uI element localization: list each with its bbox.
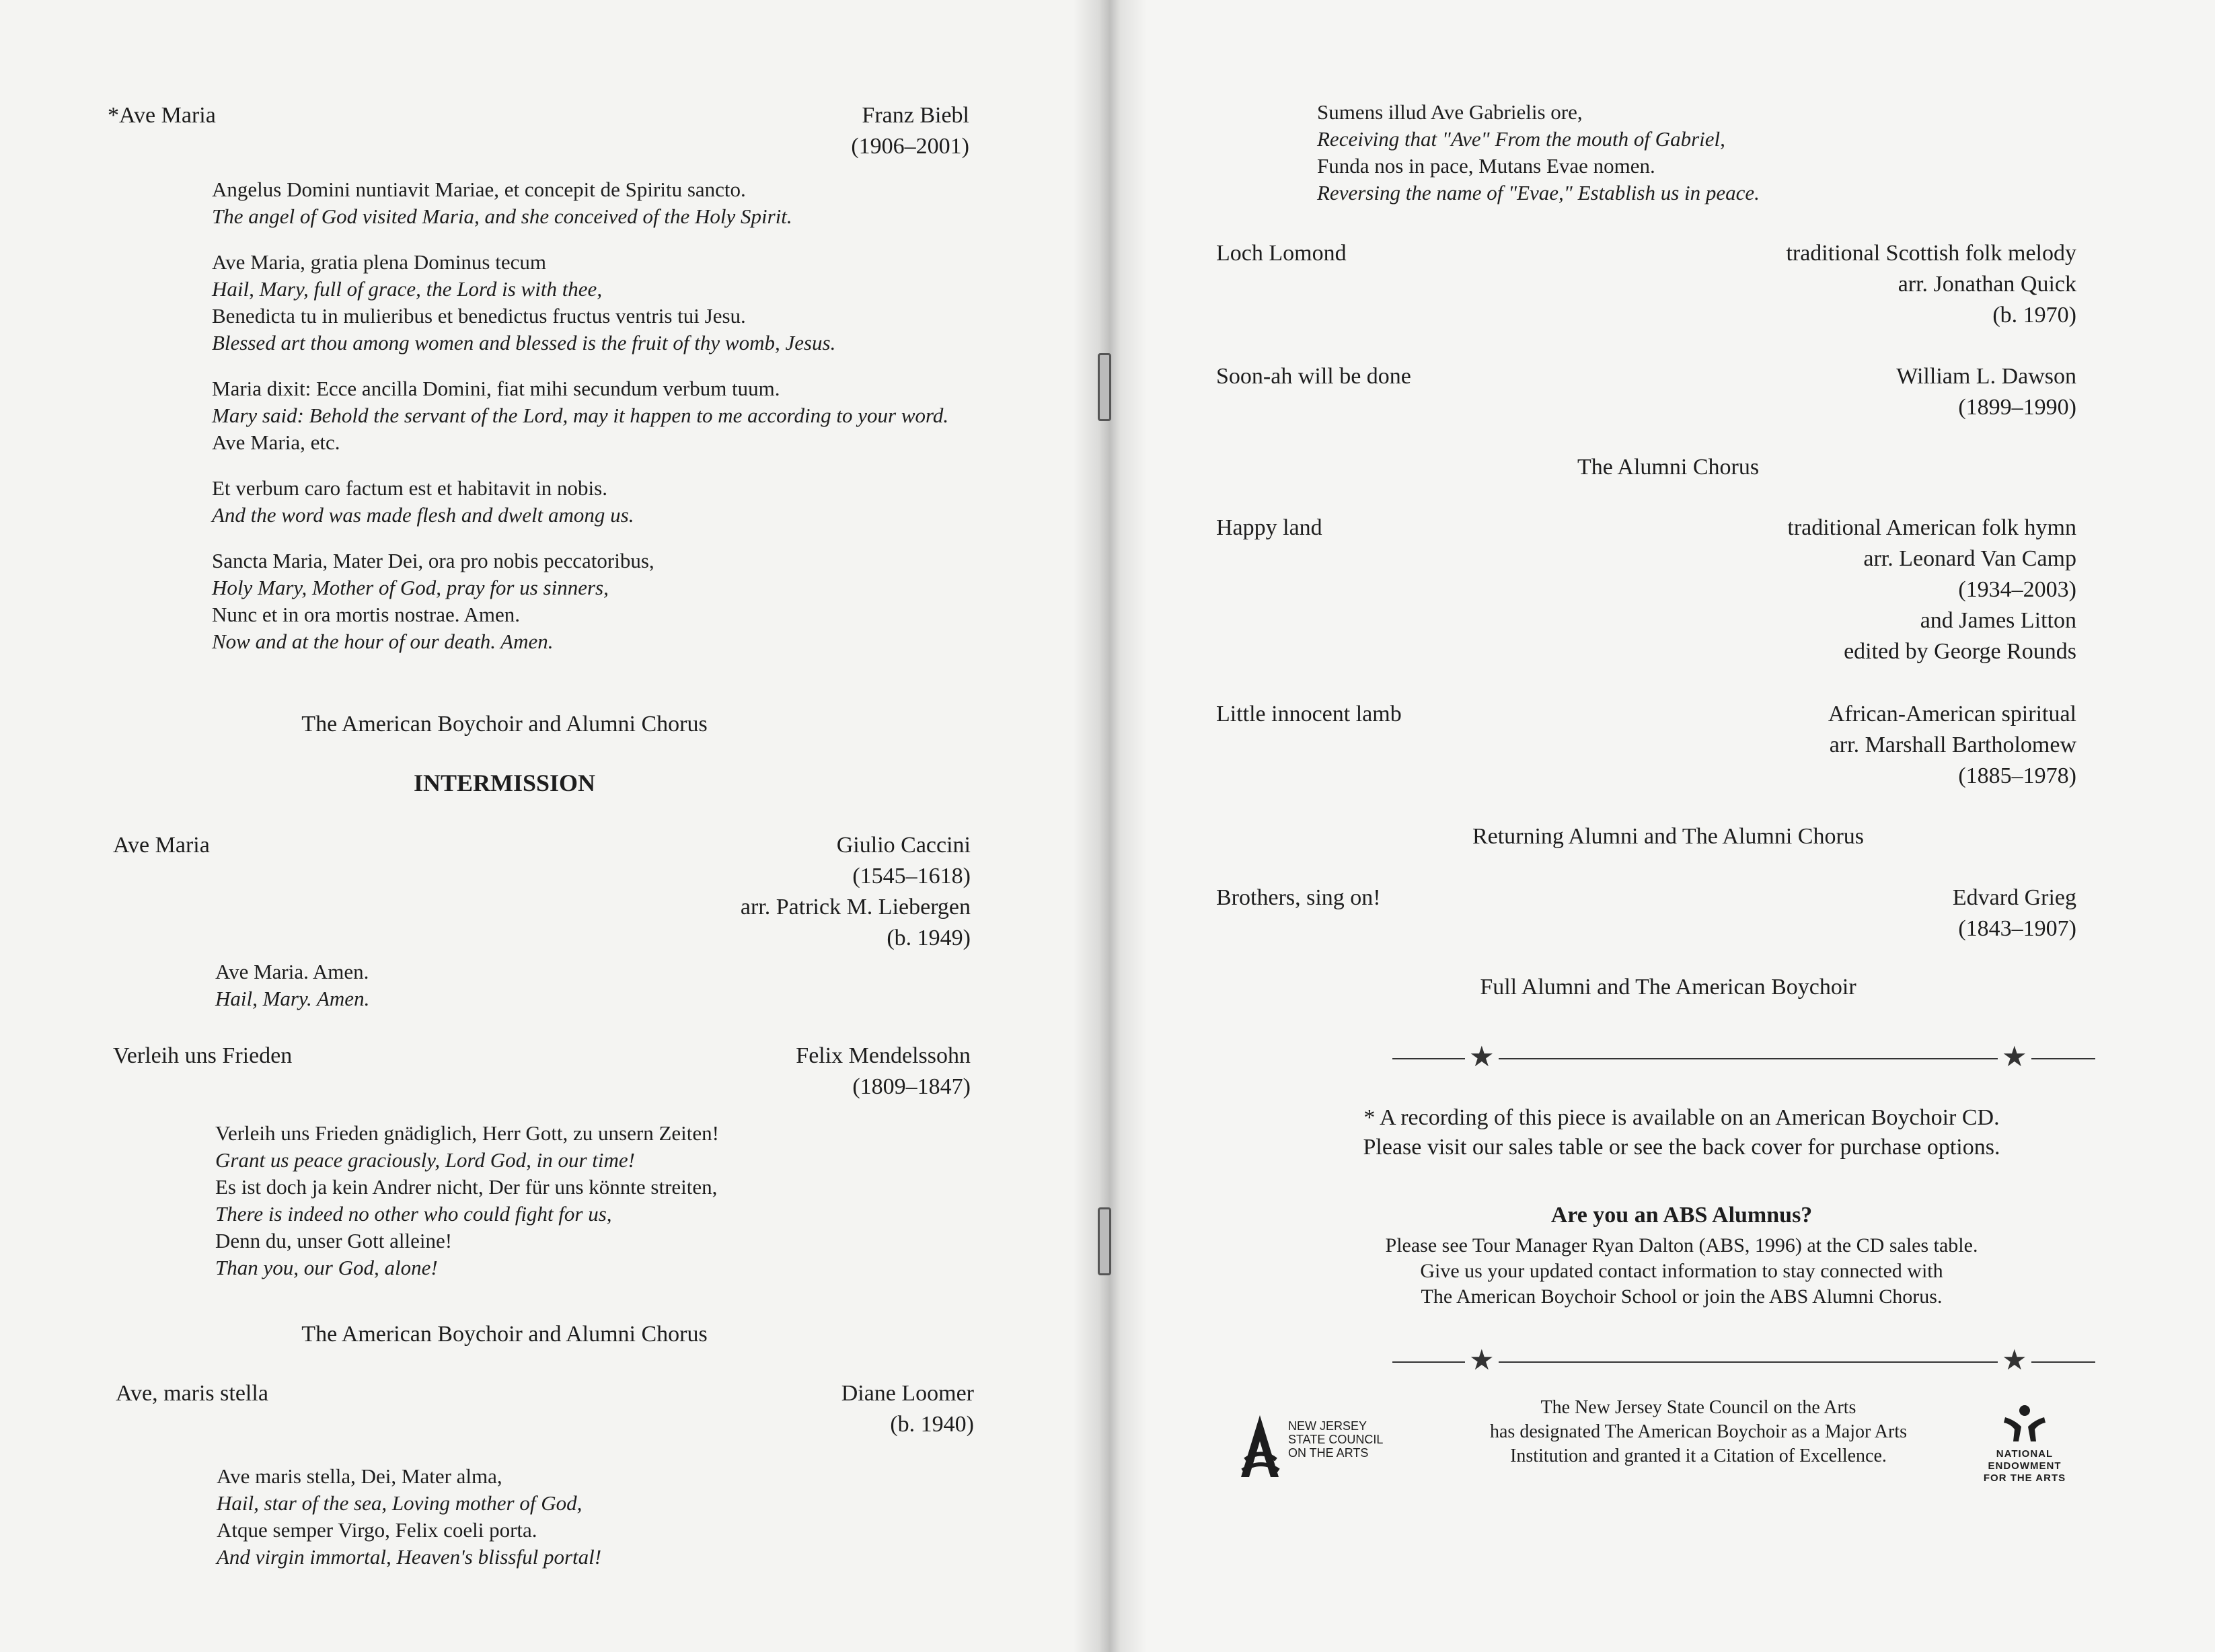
arranger-dates: (b. 1949) xyxy=(887,926,971,950)
performer-credit-3: The Alumni Chorus xyxy=(1577,455,1760,480)
composer-dates: (b. 1940) xyxy=(890,1412,974,1437)
piece-title-brothers-sing-on: Brothers, sing on! xyxy=(1216,885,1381,910)
lyric-translation: And virgin immortal, Heaven's blissful portal! xyxy=(217,1545,602,1569)
piece-title-ave-maria-biebl: *Ave Maria xyxy=(108,103,216,128)
composer-dates: (1906–2001) xyxy=(851,134,969,159)
recording-note-line: * A recording of this piece is available on an American Boychoir CD. xyxy=(1363,1105,2000,1130)
lyric-line: Angelus Domini nuntiavit Mariae, et concepit de Spiritu sancto. xyxy=(212,178,746,201)
lyric-line: Ave Maria, gratia plena Dominus tecum xyxy=(212,250,546,274)
lyric-line: Sumens illud Ave Gabrielis ore, xyxy=(1317,100,1583,124)
lyric-line: Ave maris stella, Dei, Mater alma, xyxy=(217,1464,502,1488)
alumnus-text-line: Give us your updated contact information to stay connected with xyxy=(1420,1260,1943,1282)
composer-name: Felix Mendelssohn xyxy=(796,1043,971,1068)
lyric-translation: Blessed art thou among women and blessed is the fruit of thy womb, Jesus. xyxy=(212,331,836,354)
logo-text-line: FOR THE ARTS xyxy=(1983,1472,2066,1484)
logo-text-line: NEW JERSEY xyxy=(1288,1419,1367,1433)
piece-title-ave-maris-stella: Ave, maris stella xyxy=(116,1381,268,1406)
piece-title-soon-ah: Soon-ah will be done xyxy=(1216,364,1411,389)
composer-name: Edvard Grieg xyxy=(1952,885,2076,910)
composer-name: William L. Dawson xyxy=(1896,364,2076,389)
lyric-translation: The angel of God visited Maria, and she conceived of the Holy Spirit. xyxy=(212,204,792,228)
star-icon: ★ xyxy=(1465,1347,1499,1375)
council-text xyxy=(1413,1396,1984,1468)
composer-dates: (1809–1847) xyxy=(852,1074,971,1099)
composer-happy-land xyxy=(1606,513,2076,668)
composer-loch-lomond xyxy=(1606,239,2076,332)
piece-title-happy-land: Happy land xyxy=(1216,515,1322,540)
logo-text-line: ON THE ARTS xyxy=(1288,1446,1369,1460)
lyric-translation: Now and at the hour of our death. Amen. xyxy=(212,630,554,653)
lyric-translation: Receiving that "Ave" From the mouth of Gabriel, xyxy=(1317,127,1725,151)
composer-dates: (1843–1907) xyxy=(1958,916,2076,941)
lyric-line: Funda nos in pace, Mutans Evae nomen. xyxy=(1317,154,1655,178)
lyric-translation: And the word was made flesh and dwelt among us. xyxy=(212,503,634,527)
composer-innocent-lamb xyxy=(1606,700,2076,792)
nea-logo xyxy=(1971,1402,2078,1503)
composer-dates: (1545–1618) xyxy=(852,864,971,889)
composer-dawson xyxy=(1606,362,2076,424)
composer-dates: (1899–1990) xyxy=(1958,395,2076,420)
recording-note-line: Please visit our sales table or see the back cover for purchase options. xyxy=(1363,1135,2000,1160)
lyric-translation: Mary said: Behold the servant of the Lord, may it happen to me according to your word. xyxy=(212,404,949,427)
arranger-name: arr. Patrick M. Liebergen xyxy=(740,895,971,919)
star-icon: ★ xyxy=(1998,1043,2031,1072)
lyrics-loomer xyxy=(217,1463,601,1571)
performer-credit-2: The American Boychoir and Alumni Chorus xyxy=(301,1322,708,1347)
lyric-translation: Grant us peace graciously, Lord God, in our time! xyxy=(215,1148,635,1172)
piece-title-loch-lomond: Loch Lomond xyxy=(1216,241,1347,266)
piece-title-verleih-uns-frieden: Verleih uns Frieden xyxy=(113,1043,293,1068)
lyric-line: Ave Maria, etc. xyxy=(212,430,340,454)
lyrics-caccini xyxy=(215,959,369,1012)
alumnus-text-line: The American Boychoir School or join the ABS Alumni Chorus. xyxy=(1421,1285,1943,1308)
composer-mendelssohn xyxy=(567,1041,971,1103)
star-icon: ★ xyxy=(1465,1043,1499,1072)
lyric-line: Es ist doch ja kein Andrer nicht, Der für uns könnte streiten, xyxy=(215,1175,718,1199)
arranger-dates: (b. 1970) xyxy=(1992,303,2076,328)
staple-bottom xyxy=(1098,1207,1111,1275)
arranger-name: arr. Jonathan Quick xyxy=(1898,272,2076,297)
lyric-line: Sancta Maria, Mater Dei, ora pro nobis peccatoribus, xyxy=(212,549,654,572)
performer-credit-5: Full Alumni and The American Boychoir xyxy=(1480,975,1856,1000)
intermission-heading: INTERMISSION xyxy=(413,769,596,796)
piece-title-little-innocent-lamb: Little innocent lamb xyxy=(1216,702,1402,726)
council-text-line: Institution and granted it a Citation of Excellence. xyxy=(1510,1446,1887,1466)
lyric-line: Et verbum caro factum est et habitavit in nobis. xyxy=(212,476,607,500)
composer-biebl xyxy=(633,101,969,163)
njsca-logo-icon xyxy=(1234,1411,1285,1485)
lyrics-loomer-continued xyxy=(1317,99,1760,206)
lyrics-mendelssohn xyxy=(215,1120,719,1281)
arranger-name: arr. Marshall Bartholomew xyxy=(1829,733,2076,757)
editor-name: edited by George Rounds xyxy=(1844,639,2076,664)
arranger-name: arr. Leonard Van Camp xyxy=(1863,546,2076,571)
lyric-line: Maria dixit: Ecce ancilla Domini, fiat mihi secundum verbum tuum. xyxy=(212,377,780,400)
piece-title-ave-maria-caccini: Ave Maria xyxy=(113,833,210,858)
performer-credit-4: Returning Alumni and The Alumni Chorus xyxy=(1472,824,1865,849)
lyric-line: Benedicta tu in mulieribus et benedictus fructus ventris tui Jesu. xyxy=(212,304,746,328)
lyric-line: Denn du, unser Gott alleine! xyxy=(215,1229,453,1252)
lyric-translation: Hail, Mary. Amen. xyxy=(215,987,370,1010)
page-spine-shadow xyxy=(1073,0,1147,1652)
lyric-translation: Holy Mary, Mother of God, pray for us sinners, xyxy=(212,576,609,599)
nea-logo-icon xyxy=(2001,1402,2048,1443)
composer-name: Diane Loomer xyxy=(841,1381,974,1406)
composer-name: traditional Scottish folk melody xyxy=(1786,241,2076,266)
alumnus-text xyxy=(1211,1233,2152,1310)
lyrics-biebl xyxy=(212,176,948,655)
logo-text-line: ENDOWMENT xyxy=(1988,1460,2062,1472)
composer-name: Franz Biebl xyxy=(862,103,969,128)
composer-loomer xyxy=(570,1379,974,1441)
recording-note xyxy=(1211,1103,2152,1162)
lyric-translation: There is indeed no other who could fight for us, xyxy=(215,1202,612,1226)
njsca-logo xyxy=(1234,1411,1416,1485)
lyric-translation: Hail, Mary, full of grace, the Lord is with thee, xyxy=(212,277,603,301)
composer-name: African-American spiritual xyxy=(1828,702,2076,726)
arranger-dates: (1885–1978) xyxy=(1958,763,2076,788)
co-arranger-name: and James Litton xyxy=(1920,608,2076,633)
council-text-line: has designated The American Boychoir as a Major Arts xyxy=(1490,1421,1907,1442)
lyric-line: Ave Maria. Amen. xyxy=(215,960,369,983)
council-text-line: The New Jersey State Council on the Arts xyxy=(1540,1397,1856,1418)
composer-name: Giulio Caccini xyxy=(836,833,971,858)
lyric-line: Atque semper Virgo, Felix coeli porta. xyxy=(217,1518,537,1542)
composer-grieg xyxy=(1606,883,2076,945)
arranger-dates: (1934–2003) xyxy=(1958,577,2076,602)
lyric-line: Verleih uns Frieden gnädiglich, Herr Gott, zu unsern Zeiten! xyxy=(215,1121,719,1145)
composer-caccini xyxy=(567,831,971,954)
lyric-translation: Reversing the name of "Evae," Establish us in peace. xyxy=(1317,181,1760,204)
alumnus-heading: Are you an ABS Alumnus? xyxy=(1550,1203,1813,1228)
star-icon: ★ xyxy=(1998,1347,2031,1375)
alumnus-text-line: Please see Tour Manager Ryan Dalton (ABS, 1996) at the CD sales table. xyxy=(1385,1234,1978,1256)
composer-name: traditional American folk hymn xyxy=(1787,515,2076,540)
lyric-translation: Than you, our God, alone! xyxy=(215,1256,438,1279)
staple-top xyxy=(1098,353,1111,421)
logo-text-line: NATIONAL xyxy=(1996,1448,2054,1460)
logo-text-line: STATE COUNCIL xyxy=(1288,1433,1384,1446)
lyric-translation: Hail, star of the sea, Loving mother of God, xyxy=(217,1491,583,1515)
lyric-line: Nunc et in ora mortis nostrae. Amen. xyxy=(212,603,521,626)
performer-credit-1: The American Boychoir and Alumni Chorus xyxy=(301,712,708,737)
